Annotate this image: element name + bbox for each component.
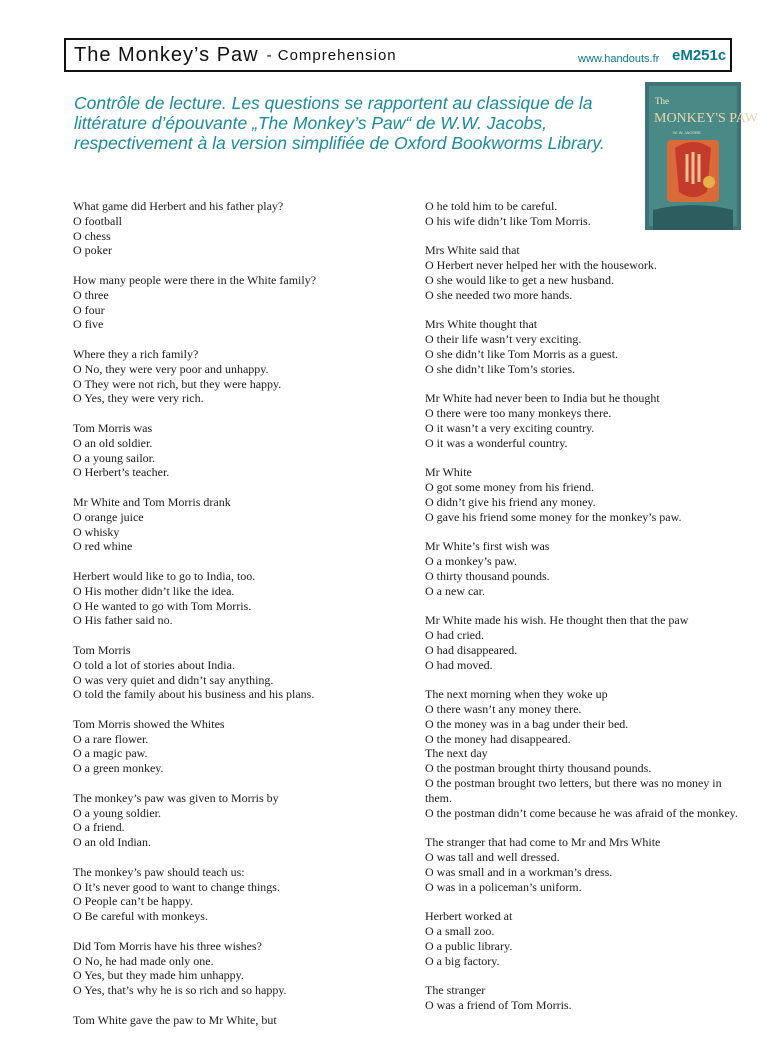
answer-option[interactable]: O Herbert’s teacher. [73, 465, 170, 480]
answer-option[interactable]: O there wasn’t any money there. [425, 702, 582, 717]
question-text: Mr White had never been to India but he thought [425, 391, 660, 406]
answer-option[interactable]: O a monkey’s paw. [425, 554, 517, 569]
answer-option[interactable]: O They were not rich, but they were happy. [73, 376, 282, 391]
answer-option[interactable]: O an old Indian. [73, 835, 151, 850]
answer-option[interactable]: O got some money from his friend. [425, 480, 594, 495]
answer-option[interactable]: O it was a wonderful country. [425, 435, 568, 450]
question-text: Mrs White thought that [425, 317, 538, 332]
website-link[interactable]: www.handouts.fr [578, 53, 660, 65]
answer-option[interactable]: O poker [73, 243, 112, 258]
question-text: O he told him to be careful. [425, 199, 558, 213]
question-text: The monkey’s paw should teach us: [73, 864, 245, 879]
question-text: Mrs White said that [425, 243, 520, 258]
document-code: eM251c [672, 47, 727, 64]
answer-option[interactable]: O had cried. [425, 628, 484, 643]
answer-option[interactable]: O a magic paw. [73, 746, 148, 761]
answer-option[interactable]: O had moved. [425, 657, 493, 672]
question-text: The stranger [425, 983, 486, 998]
question-text: Mr White’s first wish was [425, 539, 550, 554]
answer-option[interactable]: O It’s never good to want to change things. [73, 879, 280, 894]
question-block [425, 983, 747, 1013]
question-block [425, 243, 747, 302]
cover-title-main: MONKEY'S PAW [654, 111, 758, 126]
answer-option[interactable]: O three [73, 287, 109, 302]
answer-option[interactable]: O an old soldier. [73, 435, 153, 450]
question-text: What game did Herbert and his father play? [73, 199, 284, 213]
answer-option[interactable]: O told a lot of stories about India. [73, 657, 235, 672]
question-block [425, 687, 747, 820]
answer-option[interactable]: O Yes, that’s why he is so rich and so happy. [73, 983, 287, 998]
answer-option[interactable]: O was small and in a workman’s dress. [425, 864, 613, 879]
question-block [73, 643, 373, 702]
answer-option[interactable]: The next day [425, 746, 488, 761]
question-block [73, 495, 373, 554]
answer-option[interactable]: O a new car. [425, 583, 485, 598]
answer-option[interactable]: O was in a policeman’s uniform. [425, 879, 582, 894]
question-block [425, 613, 747, 672]
question-text: Mr White and Tom Morris drank [73, 494, 231, 509]
answer-option[interactable]: O the money had disappeared. [425, 731, 571, 746]
question-text: Tom Morris [73, 642, 131, 657]
answer-option[interactable]: O five [73, 317, 104, 332]
answer-option[interactable]: O Yes, they were very rich. [73, 391, 204, 406]
answer-option[interactable]: O had disappeared. [425, 642, 518, 657]
answer-option[interactable]: O the postman brought thirty thousand pounds. [425, 761, 652, 776]
answer-option[interactable]: O Herbert never helped her with the housework. [425, 258, 657, 273]
question-text: How many people were there in the White family? [73, 272, 317, 287]
question-block [73, 199, 373, 258]
question-text: Herbert worked at [425, 909, 513, 924]
answer-option[interactable]: O a young sailor. [73, 450, 155, 465]
answer-option[interactable]: O she didn’t like Tom’s stories. [425, 361, 576, 376]
answer-option[interactable]: O People can’t be happy. [73, 894, 193, 909]
answer-option[interactable]: O she didn’t like Tom Morris as a guest. [425, 346, 619, 361]
answer-option[interactable]: O football [73, 213, 122, 228]
cover-author: W. W. JACOBS [673, 130, 701, 135]
answer-option[interactable]: O Yes, but they made him unhappy. [73, 968, 244, 983]
answer-option[interactable]: O the postman didn’t come because he was afraid of the monkey. [425, 805, 738, 820]
answer-option[interactable]: O the money was in a bag under their bed. [425, 716, 629, 731]
left-question-column [73, 199, 373, 1042]
answer-option[interactable]: O the postman brought two letters, but there was no money in them. [425, 776, 722, 805]
answer-option[interactable]: O His mother didn’t like the idea. [73, 583, 235, 598]
question-block [425, 539, 747, 598]
answer-option[interactable]: O a young soldier. [73, 805, 161, 820]
question-text: Herbert would like to go to India, too. [73, 568, 256, 583]
question-text: The stranger that had come to Mr and Mrs White [425, 835, 661, 850]
answer-option[interactable]: O didn’t give his friend any money. [425, 494, 596, 509]
answer-option[interactable]: O No, they were very poor and unhappy. [73, 361, 269, 376]
answer-option[interactable]: O she needed two more hands. [425, 287, 573, 302]
question-text: The next morning when they woke up [425, 687, 608, 702]
cover-title-the: The [655, 96, 669, 106]
question-text: Tom White gave the paw to Mr White, but [73, 1012, 277, 1027]
answer-option[interactable]: O His father said no. [73, 613, 173, 628]
question-block [73, 717, 373, 776]
question-text: Tom Morris showed the Whites [73, 716, 225, 731]
answer-option[interactable]: O a rare flower. [73, 731, 149, 746]
question-block [73, 865, 373, 924]
answer-option[interactable]: O a public library. [425, 938, 513, 953]
question-block [425, 835, 747, 894]
answer-option[interactable]: O orange juice [73, 509, 144, 524]
question-text: Did Tom Morris have his three wishes? [73, 938, 262, 953]
page-subtitle: - Comprehension [266, 46, 397, 64]
question-text: Mr White [425, 465, 472, 480]
answer-option[interactable]: O told the family about his business and his plans. [73, 687, 315, 702]
question-text: The monkey’s paw was given to Morris by [73, 790, 279, 805]
question-block [73, 347, 373, 406]
question-block [73, 569, 373, 628]
answer-option[interactable]: O a green monkey. [73, 761, 164, 776]
question-block [73, 939, 373, 998]
answer-option[interactable]: O No, he had made only one. [73, 953, 214, 968]
answer-option[interactable]: O whisky [73, 524, 120, 539]
answer-option[interactable]: O there were too many monkeys there. [425, 406, 612, 421]
answer-option[interactable]: O his wife didn’t like Tom Morris. [425, 213, 591, 228]
answer-option[interactable]: O was a friend of Tom Morris. [425, 998, 572, 1013]
question-block [73, 421, 373, 480]
question-block [425, 199, 747, 229]
answer-option[interactable]: O was tall and well dressed. [425, 850, 560, 865]
title-box [64, 38, 732, 72]
answer-option[interactable]: O was very quiet and didn’t say anything. [73, 672, 274, 687]
question-block [425, 465, 747, 524]
answer-option[interactable]: O Be careful with monkeys. [73, 909, 208, 924]
answer-option[interactable]: O a friend. [73, 820, 125, 835]
answer-option[interactable]: O red whine [73, 539, 133, 554]
answer-option[interactable]: O gave his friend some money for the monkey’s paw. [425, 509, 682, 524]
question-block [425, 909, 747, 968]
question-block [425, 317, 747, 376]
question-text: Mr White made his wish. He thought then that the paw [425, 613, 689, 628]
question-block [73, 1013, 373, 1028]
answer-option[interactable]: O it wasn’t a very exciting country. [425, 420, 595, 435]
page-title: The Monkey’s Paw [74, 43, 259, 66]
right-question-column [425, 199, 747, 1028]
answer-option[interactable]: O their life wasn’t very exciting. [425, 332, 582, 347]
question-block [73, 273, 373, 332]
answer-option[interactable]: O a big factory. [425, 953, 500, 968]
answer-option[interactable]: O a small zoo. [425, 924, 495, 939]
answer-option[interactable]: O four [73, 302, 105, 317]
question-text: Where they a rich family? [73, 346, 199, 361]
answer-option[interactable]: O she would like to get a new husband. [425, 272, 614, 287]
question-block [73, 791, 373, 850]
question-text: Tom Morris was [73, 420, 153, 435]
answer-option[interactable]: O thirty thousand pounds. [425, 568, 550, 583]
question-block [425, 391, 747, 450]
answer-option[interactable]: O chess [73, 228, 111, 243]
answer-option[interactable]: O He wanted to go with Tom Morris. [73, 598, 252, 613]
intro-text: Contrôle de lecture. Les questions se rapportent au classique de la littérature d’épouvante „The Monkey’s Paw“ de W.W. Jacobs, respectivement à la version simplifiée de Oxford Bookworms Library. [74, 93, 605, 153]
